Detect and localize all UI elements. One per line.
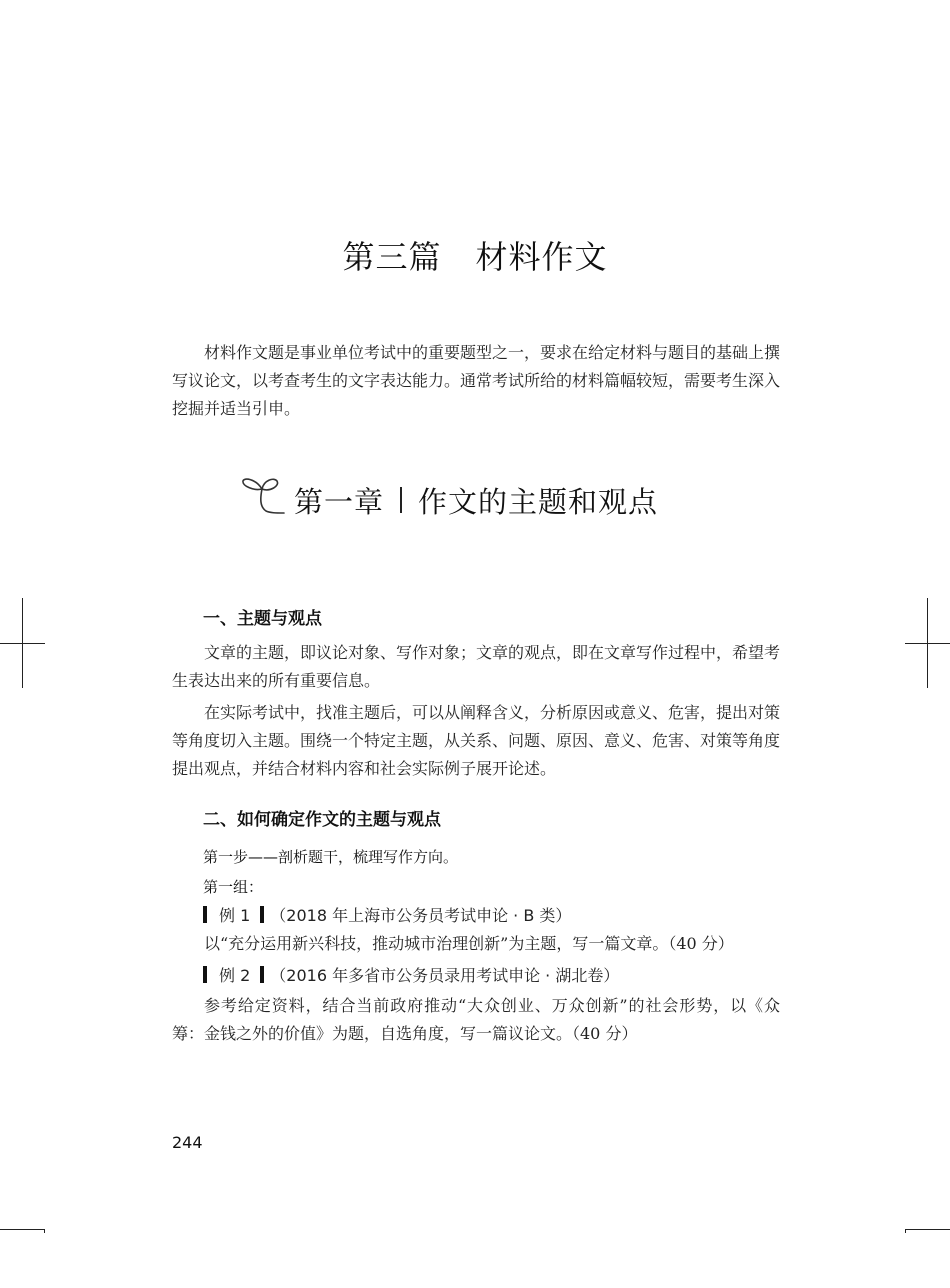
- example-1-header: [203, 903, 571, 926]
- crop-mark-bottom-left-horizontal: [0, 1229, 45, 1230]
- chapter-title: 作文的主题和观点: [418, 484, 659, 519]
- crop-mark-bottom-right-tick: [905, 1229, 906, 1233]
- part-title: [0, 232, 950, 278]
- example-2-text: 参考给定资料，结合当前政府推动“大众创业、万众创新”的社会形势，以《众筹：金钱之外的价值》为题，自选角度，写一篇议论文。（40 分）: [172, 996, 780, 1043]
- chapter-divider: [400, 487, 402, 513]
- chapter-heading: [240, 470, 658, 530]
- example-marker-right: [260, 906, 264, 923]
- example-1-text: 以“充分运用新兴科技，推动城市治理创新”为主题，写一篇文章。（40 分）: [204, 934, 734, 953]
- section1-paragraph-1: 文章的主题，即议论对象、写作对象；文章的观点，即在文章写作过程中，希望考生表达出来的所有重要信息。: [172, 643, 781, 690]
- chapter-number: 第一章: [294, 484, 385, 519]
- example-2-source: （2016 年多省市公务员录用考试申论 · 湖北卷）: [270, 966, 620, 985]
- crop-mark-bottom-left-tick: [44, 1229, 45, 1233]
- part-name: 材料作文: [475, 238, 608, 276]
- group-label: 第一组：: [203, 878, 264, 896]
- crop-mark-left-horizontal: [0, 643, 45, 644]
- example-2-label: 例 2: [219, 966, 251, 985]
- example-1-label: 例 1: [219, 906, 251, 925]
- section-heading-1: 一、主题与观点: [203, 609, 322, 629]
- crop-mark-bottom-right-horizontal: [905, 1229, 950, 1230]
- crop-mark-right-horizontal: [905, 643, 950, 644]
- example-marker-left: [203, 906, 207, 923]
- example-2-header: [203, 963, 619, 986]
- intro-paragraph: 材料作文题是事业单位考试中的重要题型之一，要求在给定材料与题目的基础上撰写议论文，以考查考生的文字表达能力。通常考试所给的材料篇幅较短，需要考生深入挖掘并适当引申。: [172, 343, 781, 418]
- example-marker-left: [203, 966, 207, 983]
- page-number: 244: [172, 1133, 203, 1152]
- step-one: 第一步——剖析题干，梳理写作方向。: [203, 848, 459, 866]
- section-heading-2: 二、如何确定作文的主题与观点: [203, 810, 441, 830]
- part-number: 第三篇: [342, 238, 442, 276]
- sprout-icon: [240, 475, 286, 519]
- example-1-source: （2018 年上海市公务员考试申论 · B 类）: [270, 906, 572, 925]
- section1-paragraph-2: 在实际考试中，找准主题后，可以从阐释含义，分析原因或意义、危害，提出对策等角度切入主题。围绕一个特定主题，从关系、问题、原因、意义、危害、对策等角度提出观点，并结合材料内容和社会实际例子展开论述。: [172, 703, 781, 778]
- example-marker-right: [260, 966, 264, 983]
